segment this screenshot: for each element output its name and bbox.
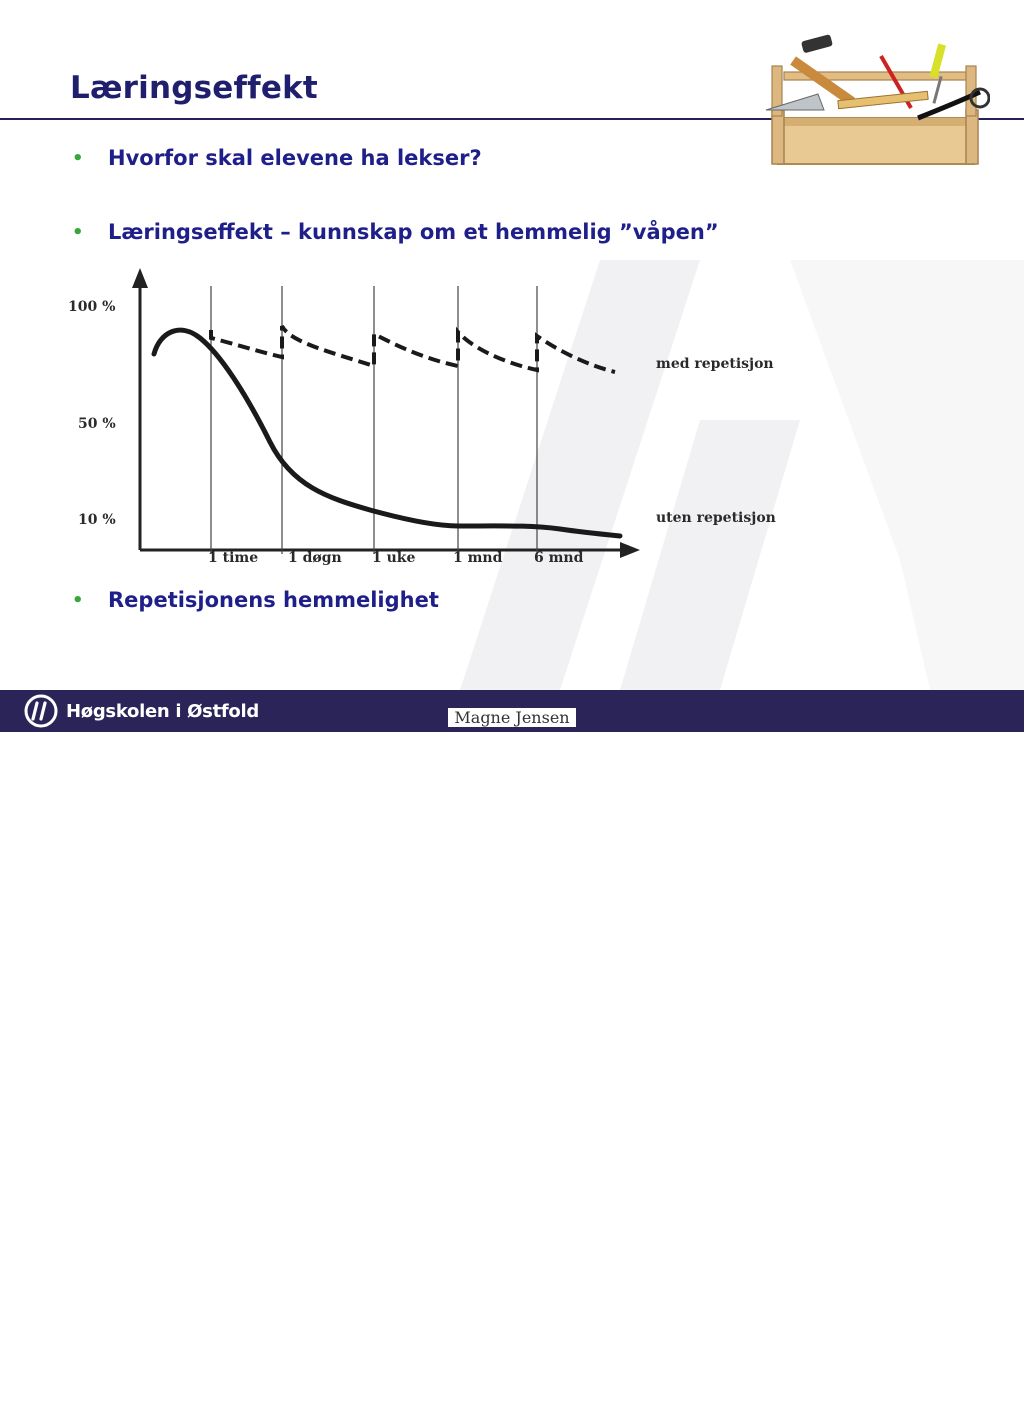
y-tick-label: 10 %: [78, 512, 116, 528]
x-axis-arrow: [620, 542, 640, 558]
x-tick-label: 1 time: [208, 550, 259, 566]
bullet-dot: •: [72, 221, 84, 243]
bullet-item-1: [72, 146, 482, 170]
y-tick-label: 50 %: [78, 416, 116, 432]
series-line-med-repetisjon: [211, 326, 615, 372]
x-tick-label: 1 mnd: [453, 550, 503, 566]
bullet-text: Repetisjonens hemmelighet: [108, 588, 439, 612]
institution-name: Høgskolen i Østfold: [66, 700, 259, 722]
page-number: 8: [918, 1392, 930, 1412]
footer-author: [0, 708, 1024, 727]
series-line-uten-repetisjon: [154, 330, 620, 536]
forgetting-curve-chart: [60, 262, 800, 592]
toolbox-illustration: [758, 30, 990, 170]
y-tick-label: 100 %: [68, 299, 116, 315]
bullet-dot: •: [72, 589, 84, 611]
bullet-item-2: [72, 220, 719, 244]
x-tick-label: 6 mnd: [534, 550, 584, 566]
series-label-uten-repetisjon: uten repetisjon: [656, 510, 776, 526]
bullet-dot: •: [72, 147, 84, 169]
series-label-med-repetisjon: med repetisjon: [656, 356, 774, 372]
x-tick-label: 1 døgn: [288, 550, 342, 566]
y-axis-arrow: [132, 268, 148, 288]
bullet-text: Hvorfor skal elevene ha lekser?: [108, 146, 482, 170]
bullet-text: Læringseffekt – kunnskap om et hemmelig ”våpen”: [108, 220, 719, 244]
x-tick-label: 1 uke: [372, 550, 416, 566]
slide-title: Læringseffekt: [70, 70, 318, 106]
author-name: Magne Jensen: [448, 708, 575, 727]
